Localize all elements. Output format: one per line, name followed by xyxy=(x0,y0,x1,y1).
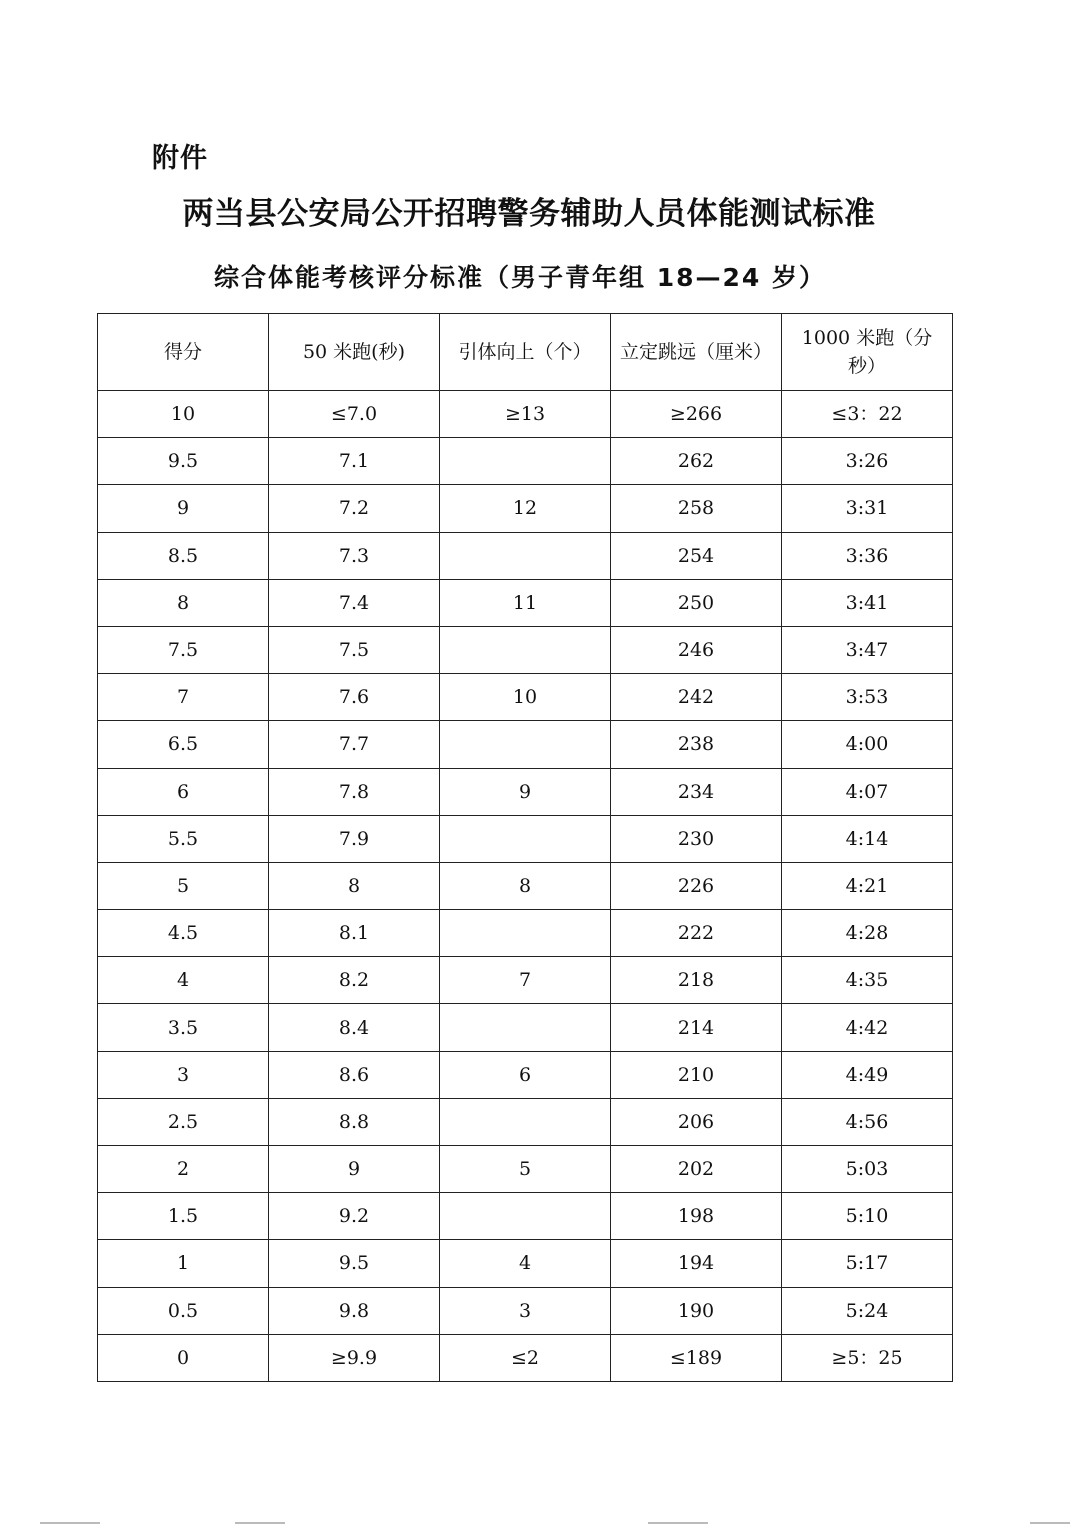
cell-standing-long-jump: 250 xyxy=(611,579,782,626)
cell-score: 4.5 xyxy=(98,910,269,957)
table-header xyxy=(98,314,953,391)
cell-1000m-run: 3:41 xyxy=(782,579,953,626)
cell-standing-long-jump: 206 xyxy=(611,1098,782,1145)
cell-standing-long-jump: 242 xyxy=(611,674,782,721)
scan-artifact xyxy=(40,1522,100,1524)
table-row xyxy=(98,957,953,1004)
table-row xyxy=(98,532,953,579)
header-1000m-run: 1000 米跑（分秒） xyxy=(782,314,953,391)
cell-50m-run: 9.8 xyxy=(269,1287,440,1334)
cell-50m-run: ≤7.0 xyxy=(269,391,440,438)
table-row xyxy=(98,1051,953,1098)
table-row xyxy=(98,485,953,532)
cell-standing-long-jump: ≥266 xyxy=(611,391,782,438)
cell-50m-run: 8.6 xyxy=(269,1051,440,1098)
cell-50m-run: 7.7 xyxy=(269,721,440,768)
cell-standing-long-jump: ≤189 xyxy=(611,1334,782,1381)
cell-50m-run: 8.2 xyxy=(269,957,440,1004)
cell-50m-run: 8.1 xyxy=(269,910,440,957)
cell-50m-run: 9 xyxy=(269,1146,440,1193)
cell-standing-long-jump: 262 xyxy=(611,438,782,485)
cell-pull-ups xyxy=(440,1193,611,1240)
cell-1000m-run: 4:49 xyxy=(782,1051,953,1098)
cell-1000m-run: 4:35 xyxy=(782,957,953,1004)
cell-score: 6 xyxy=(98,768,269,815)
cell-standing-long-jump: 214 xyxy=(611,1004,782,1051)
cell-score: 2.5 xyxy=(98,1098,269,1145)
cell-1000m-run: 5:24 xyxy=(782,1287,953,1334)
cell-1000m-run: 4:56 xyxy=(782,1098,953,1145)
table-row xyxy=(98,1193,953,1240)
score-standard-table xyxy=(97,313,953,1382)
cell-50m-run: 7.5 xyxy=(269,626,440,673)
cell-score: 3.5 xyxy=(98,1004,269,1051)
cell-pull-ups: 3 xyxy=(440,1287,611,1334)
cell-1000m-run: 4:28 xyxy=(782,910,953,957)
cell-1000m-run: 4:07 xyxy=(782,768,953,815)
table-row xyxy=(98,721,953,768)
document-subtitle: 综合体能考核评分标准（男子青年组 18—24 岁） xyxy=(214,263,826,292)
cell-1000m-run: ≤3：22 xyxy=(782,391,953,438)
table-row xyxy=(98,391,953,438)
cell-standing-long-jump: 234 xyxy=(611,768,782,815)
cell-score: 8 xyxy=(98,579,269,626)
cell-standing-long-jump: 246 xyxy=(611,626,782,673)
document-title: 两当县公安局公开招聘警务辅助人员体能测试标准 xyxy=(182,196,876,232)
cell-score: 5 xyxy=(98,862,269,909)
attachment-label: 附件 xyxy=(152,143,208,174)
cell-standing-long-jump: 190 xyxy=(611,1287,782,1334)
cell-standing-long-jump: 258 xyxy=(611,485,782,532)
cell-standing-long-jump: 238 xyxy=(611,721,782,768)
cell-score: 8.5 xyxy=(98,532,269,579)
cell-score: 9.5 xyxy=(98,438,269,485)
cell-standing-long-jump: 194 xyxy=(611,1240,782,1287)
table-row xyxy=(98,1146,953,1193)
table-row xyxy=(98,1287,953,1334)
cell-score: 5.5 xyxy=(98,815,269,862)
cell-1000m-run: 4:14 xyxy=(782,815,953,862)
cell-1000m-run: 3:36 xyxy=(782,532,953,579)
cell-standing-long-jump: 226 xyxy=(611,862,782,909)
table-row xyxy=(98,1334,953,1381)
table-row xyxy=(98,1004,953,1051)
cell-50m-run: 7.8 xyxy=(269,768,440,815)
cell-score: 4 xyxy=(98,957,269,1004)
cell-score: 7.5 xyxy=(98,626,269,673)
cell-1000m-run: 4:00 xyxy=(782,721,953,768)
table-row xyxy=(98,815,953,862)
cell-pull-ups: ≥13 xyxy=(440,391,611,438)
cell-50m-run: 8.8 xyxy=(269,1098,440,1145)
cell-standing-long-jump: 222 xyxy=(611,910,782,957)
table-row xyxy=(98,1240,953,1287)
cell-50m-run: 8.4 xyxy=(269,1004,440,1051)
cell-pull-ups xyxy=(440,532,611,579)
cell-score: 1 xyxy=(98,1240,269,1287)
cell-50m-run: 7.1 xyxy=(269,438,440,485)
cell-1000m-run: 5:10 xyxy=(782,1193,953,1240)
table-row xyxy=(98,626,953,673)
cell-pull-ups: 5 xyxy=(440,1146,611,1193)
header-50m-run: 50 米跑(秒) xyxy=(269,314,440,391)
cell-1000m-run: 3:47 xyxy=(782,626,953,673)
cell-pull-ups xyxy=(440,1098,611,1145)
cell-50m-run: 7.2 xyxy=(269,485,440,532)
header-pull-ups: 引体向上（个） xyxy=(440,314,611,391)
cell-pull-ups: 6 xyxy=(440,1051,611,1098)
table-header-row xyxy=(98,314,953,391)
cell-pull-ups: 10 xyxy=(440,674,611,721)
table-row xyxy=(98,910,953,957)
cell-standing-long-jump: 218 xyxy=(611,957,782,1004)
scan-artifact xyxy=(1030,1522,1070,1524)
cell-score: 9 xyxy=(98,485,269,532)
cell-1000m-run: 3:26 xyxy=(782,438,953,485)
cell-pull-ups: 11 xyxy=(440,579,611,626)
cell-50m-run: 7.3 xyxy=(269,532,440,579)
cell-1000m-run: ≥5：25 xyxy=(782,1334,953,1381)
cell-pull-ups xyxy=(440,815,611,862)
cell-pull-ups xyxy=(440,721,611,768)
cell-50m-run: 8 xyxy=(269,862,440,909)
cell-standing-long-jump: 210 xyxy=(611,1051,782,1098)
table-row xyxy=(98,862,953,909)
header-standing-long-jump: 立定跳远（厘米） xyxy=(611,314,782,391)
cell-pull-ups xyxy=(440,626,611,673)
cell-pull-ups: 9 xyxy=(440,768,611,815)
table-row xyxy=(98,1098,953,1145)
cell-pull-ups xyxy=(440,1004,611,1051)
cell-score: 6.5 xyxy=(98,721,269,768)
scan-artifact xyxy=(648,1522,708,1524)
cell-1000m-run: 5:17 xyxy=(782,1240,953,1287)
table-body xyxy=(98,391,953,1382)
table-row xyxy=(98,438,953,485)
cell-pull-ups xyxy=(440,910,611,957)
cell-pull-ups: 7 xyxy=(440,957,611,1004)
cell-50m-run: 7.9 xyxy=(269,815,440,862)
cell-pull-ups: 4 xyxy=(440,1240,611,1287)
cell-standing-long-jump: 230 xyxy=(611,815,782,862)
cell-1000m-run: 5:03 xyxy=(782,1146,953,1193)
cell-1000m-run: 4:42 xyxy=(782,1004,953,1051)
cell-standing-long-jump: 254 xyxy=(611,532,782,579)
cell-pull-ups xyxy=(440,438,611,485)
cell-1000m-run: 3:31 xyxy=(782,485,953,532)
scan-artifact xyxy=(235,1522,285,1524)
table-row xyxy=(98,674,953,721)
cell-score: 0 xyxy=(98,1334,269,1381)
table-row xyxy=(98,579,953,626)
cell-score: 3 xyxy=(98,1051,269,1098)
cell-50m-run: 7.4 xyxy=(269,579,440,626)
cell-score: 2 xyxy=(98,1146,269,1193)
cell-50m-run: ≥9.9 xyxy=(269,1334,440,1381)
cell-score: 1.5 xyxy=(98,1193,269,1240)
table-row xyxy=(98,768,953,815)
cell-1000m-run: 4:21 xyxy=(782,862,953,909)
cell-score: 10 xyxy=(98,391,269,438)
cell-standing-long-jump: 198 xyxy=(611,1193,782,1240)
cell-pull-ups: ≤2 xyxy=(440,1334,611,1381)
cell-50m-run: 9.2 xyxy=(269,1193,440,1240)
cell-standing-long-jump: 202 xyxy=(611,1146,782,1193)
cell-50m-run: 9.5 xyxy=(269,1240,440,1287)
header-score: 得分 xyxy=(98,314,269,391)
cell-score: 7 xyxy=(98,674,269,721)
cell-pull-ups: 8 xyxy=(440,862,611,909)
cell-pull-ups: 12 xyxy=(440,485,611,532)
cell-50m-run: 7.6 xyxy=(269,674,440,721)
cell-score: 0.5 xyxy=(98,1287,269,1334)
cell-1000m-run: 3:53 xyxy=(782,674,953,721)
